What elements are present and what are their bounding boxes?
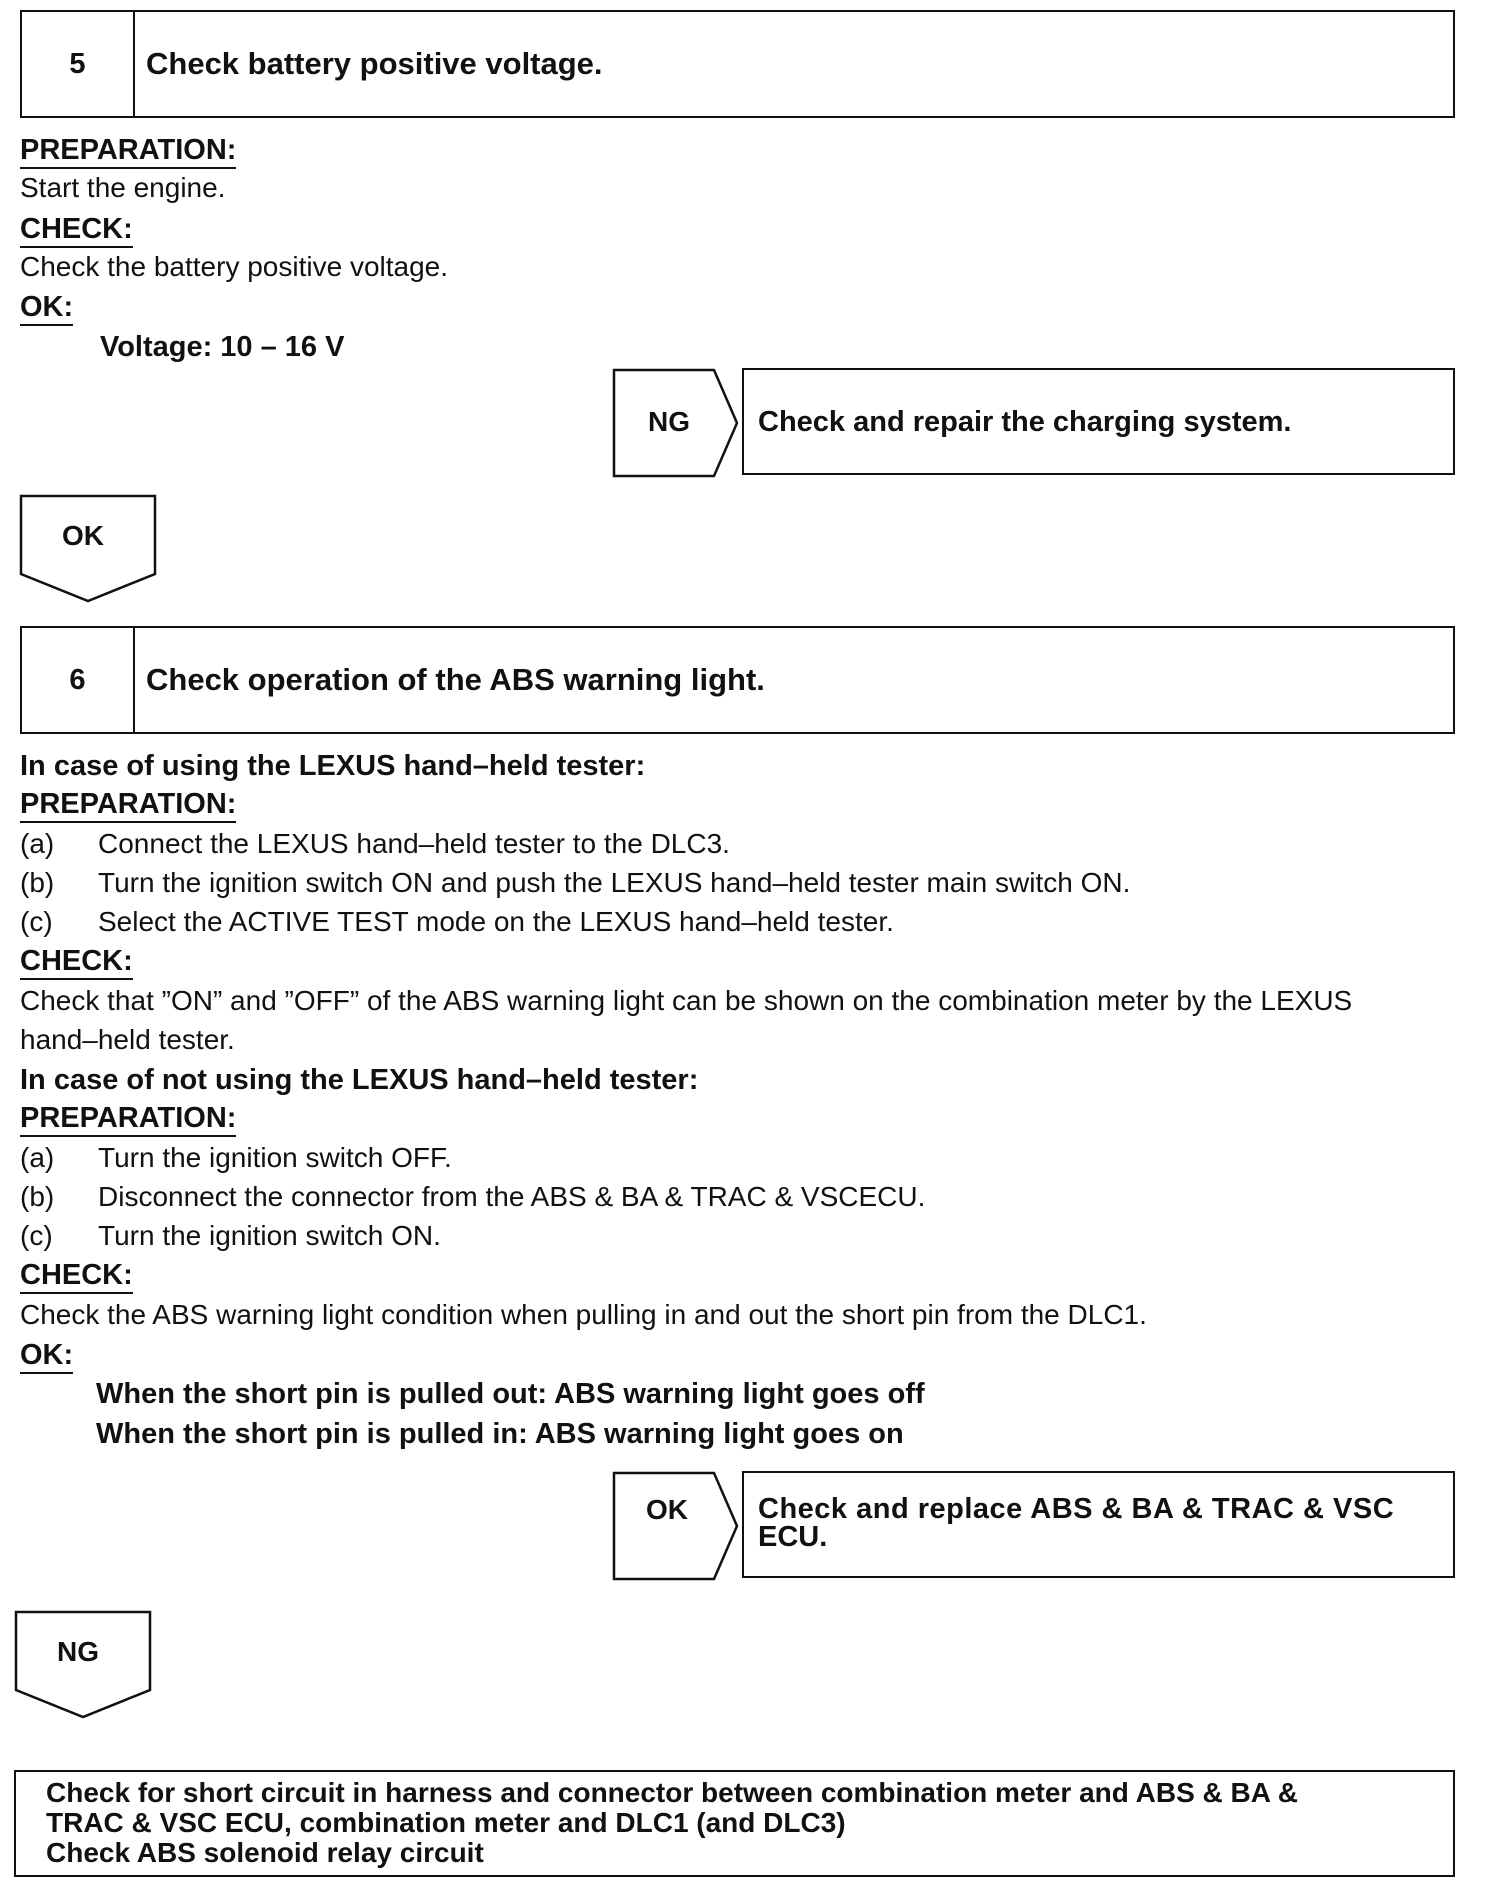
step-number: 5 [22,12,135,116]
preparation-text: Start the engine. [20,172,226,203]
list-item: (b) Disconnect the connector from the ABS & BA & TRAC & VSCECU. [20,1181,926,1212]
final-line-3: Check ABS solenoid relay circuit [46,1837,484,1868]
ok-label: OK [646,1494,688,1525]
ok-heading: OK: [20,290,73,324]
final-action-box [14,1770,1455,1877]
ng-label: NG [648,406,690,437]
ng-label: NG [57,1636,99,1667]
list-item: (a) Turn the ignition switch OFF. [20,1142,452,1173]
check-heading: CHECK: [20,212,133,246]
ok-label: OK [62,520,104,551]
step-number: 6 [22,628,135,732]
list-item: (a) Connect the LEXUS hand–held tester to the DLC3. [20,828,730,859]
check-heading: CHECK: [20,944,133,978]
ok-heading: OK: [20,1338,73,1372]
step-title: Check operation of the ABS warning light. [146,662,765,697]
step-6-header [20,626,1455,734]
ok-criteria: Voltage: 10 – 16 V [100,331,345,363]
check-text-line-1: Check that ”ON” and ”OFF” of the ABS warning light can be shown on the combination meter by the LEXUS [20,985,1353,1016]
final-line-2: TRAC & VSC ECU, combination meter and DLC1 (and DLC3) [46,1807,846,1838]
check-text: Check the ABS warning light condition when pulling in and out the short pin from the DLC1. [20,1299,1147,1330]
case-2-heading: In case of not using the LEXUS hand–held tester: [20,1064,699,1096]
ok-result-line-1: Check and replace ABS & BA & TRAC & VSC [758,1493,1395,1525]
ok-criteria-line-2: When the short pin is pulled in: ABS warning light goes on [96,1418,904,1450]
list-item: (c) Select the ACTIVE TEST mode on the LEXUS hand–held tester. [20,906,894,937]
list-item: (b) Turn the ignition switch ON and push the LEXUS hand–held tester main switch ON. [20,867,1131,898]
ng-result-box: Check and repair the charging system. [742,368,1455,475]
step-5-header [20,10,1455,118]
check-text: Check the battery positive voltage. [20,251,449,282]
ok-result-line-2: ECU. [758,1521,828,1553]
preparation-heading: PREPARATION: [20,787,236,821]
ok-criteria-line-1: When the short pin is pulled out: ABS warning light goes off [96,1378,925,1410]
step-title: Check battery positive voltage. [146,46,603,81]
final-line-1: Check for short circuit in harness and connector between combination meter and ABS & BA & [46,1777,1298,1808]
check-heading: CHECK: [20,1258,133,1292]
check-text-line-2: hand–held tester. [20,1024,235,1055]
list-item: (c) Turn the ignition switch ON. [20,1220,441,1251]
ok-arrow-shape [612,1471,742,1581]
case-1-heading: In case of using the LEXUS hand–held tester: [20,750,646,782]
preparation-heading: PREPARATION: [20,133,236,167]
ok-result-box [742,1471,1455,1578]
preparation-heading: PREPARATION: [20,1101,236,1135]
